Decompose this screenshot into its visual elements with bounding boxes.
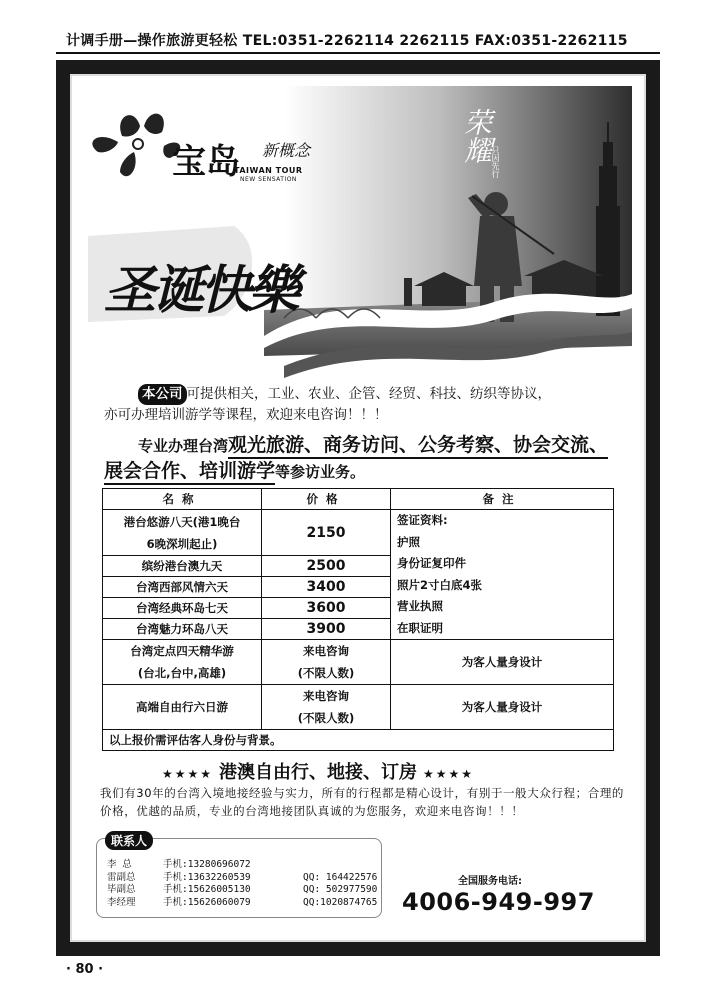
table-header-row xyxy=(103,489,614,510)
contact-row xyxy=(107,872,377,885)
hk-description: 我们有30年的台湾入境地接经验与实力，所有的行程都是精心设计，有别于一般大众行程；合理的价格，优越的品质，专业的台湾地接团队真诚的为您服务，欢迎来电咨询！！！ xyxy=(100,786,625,818)
contact-mobile[interactable]: 手机:13632260539 xyxy=(163,871,251,883)
table-row xyxy=(103,685,614,730)
tour-name-line2: (台北,台中,高雄) xyxy=(137,666,227,680)
visa-notes-list xyxy=(397,510,613,639)
hotline-label: 全国服务电话: xyxy=(458,876,522,887)
services-l2-suffix: 等参访业务。 xyxy=(275,463,366,481)
page-header: 计调手册—操作旅游更轻松 TEL:0351-2262114 2262115 FAX:0351-2262115 xyxy=(66,33,628,49)
visa-note-item: 在职证明 xyxy=(397,620,443,635)
intro-line2: 亦可办理培训游学等课程，欢迎来电咨询！！！ xyxy=(104,407,388,423)
table-row xyxy=(103,510,614,556)
tour-price-line1: 来电咨询 xyxy=(303,689,349,703)
visa-notes xyxy=(391,510,614,640)
tour-name xyxy=(103,510,262,556)
star-icon: ★★★★ xyxy=(423,767,475,781)
festival-title: 圣诞快樂 xyxy=(104,260,297,321)
contacts-box xyxy=(96,834,382,918)
contact-mobile[interactable]: 手机:15626060079 xyxy=(163,896,251,908)
visa-note-item: 营业执照 xyxy=(397,599,443,613)
contact-mobile[interactable]: 手机:13280696072 xyxy=(163,859,251,870)
tour-price xyxy=(262,685,391,730)
contacts-list xyxy=(107,859,377,909)
promo-title: 荣耀 xyxy=(460,108,493,164)
tour-name: 高端自由行六日游 xyxy=(103,685,262,730)
contact-qq: QQ: 164422576 xyxy=(303,871,378,883)
tour-price: 3400 xyxy=(262,577,391,598)
brand-name: 宝岛 xyxy=(172,142,240,182)
tour-note: 为客人量身设计 xyxy=(391,685,614,730)
services-l1-main: 观光旅游、商务访问、公务考察、协会交流、 xyxy=(228,430,608,459)
contact-name: 毕副总 xyxy=(107,884,136,895)
visa-note-item: 签证资料: xyxy=(397,513,448,527)
header-rule xyxy=(56,52,660,54)
table-footnote-row xyxy=(103,730,614,751)
tour-price: 3600 xyxy=(262,598,391,619)
intro-text xyxy=(104,384,624,426)
contacts-badge: 联系人 xyxy=(105,831,153,850)
tour-price: 2500 xyxy=(262,556,391,577)
services-l2-main: 展会合作、培训游学 xyxy=(104,456,275,485)
contact-name: 雷副总 xyxy=(107,871,136,883)
contact-name: 李经理 xyxy=(107,896,136,908)
tour-name: 台湾经典环岛七天 xyxy=(103,598,262,619)
hotline-number[interactable]: 4006-949-997 xyxy=(402,888,595,916)
tour-price: 2150 xyxy=(262,510,391,556)
table-footnote: 以上报价需评估客人身份与背景。 xyxy=(103,730,614,751)
company-badge: 本公司 xyxy=(138,384,187,405)
tour-price: 3900 xyxy=(262,619,391,640)
tour-note: 为客人量身设计 xyxy=(391,640,614,685)
tour-price-line2: (不限人数) xyxy=(297,666,355,680)
contact-qq: QQ:1020874765 xyxy=(303,896,378,908)
visa-note-item: 身份证复印件 xyxy=(397,556,466,570)
price-table xyxy=(102,488,614,751)
star-icon: ★★★★ xyxy=(162,767,214,781)
tour-name-line2: 6晚深圳起止) xyxy=(146,536,218,551)
services-l1-prefix: 专业办理台湾 xyxy=(138,437,229,455)
banner xyxy=(84,86,632,382)
contact-name: 李 总 xyxy=(107,859,132,870)
visa-note-item: 照片2寸白底4张 xyxy=(397,577,483,592)
hk-title-text: 港澳自由行、地接、订房 xyxy=(219,762,418,783)
contact-row xyxy=(107,884,377,897)
header-name: 名称 xyxy=(103,489,262,510)
tour-name: 缤纷港台澳九天 xyxy=(103,556,262,577)
services-line2 xyxy=(104,456,624,482)
contact-mobile[interactable]: 手机:15626005130 xyxy=(163,884,251,895)
services-line1 xyxy=(138,430,624,456)
tour-price-line1: 来电咨询 xyxy=(303,644,349,658)
tour-name: 台湾魅力环岛八天 xyxy=(103,619,262,640)
promo-subtitle: 只因先行 xyxy=(491,146,500,178)
hk-section-title xyxy=(162,758,474,784)
visa-note-item: 护照 xyxy=(397,534,420,549)
brand-en-line1: TAIWAN TOUR xyxy=(234,166,303,175)
tour-name xyxy=(103,640,262,685)
table-row xyxy=(103,640,614,685)
tour-name-line1: 港台悠游八天(港1晚台 xyxy=(123,514,241,529)
tour-price xyxy=(262,640,391,685)
intro-line1-text: 可提供相关，工业、农业、企管、经贸、科技、纺织等协议， xyxy=(186,386,551,402)
contact-row xyxy=(107,897,377,910)
services-text xyxy=(104,430,624,482)
banner-art xyxy=(84,86,632,382)
intro-line1 xyxy=(138,384,624,405)
contact-qq: QQ: 502977590 xyxy=(303,884,378,895)
tour-name-line1: 台湾定点四天精华游 xyxy=(130,644,234,658)
header-note: 备注 xyxy=(391,489,614,510)
brand-slogan: 新概念 xyxy=(262,141,311,160)
tour-price-line2: (不限人数) xyxy=(297,711,355,725)
header-price: 价格 xyxy=(262,489,391,510)
page-number: · 80 · xyxy=(66,962,104,977)
contact-row xyxy=(107,859,377,872)
tour-name: 台湾西部风情六天 xyxy=(103,577,262,598)
brand-en-line2: NEW SENSATION xyxy=(240,176,297,183)
